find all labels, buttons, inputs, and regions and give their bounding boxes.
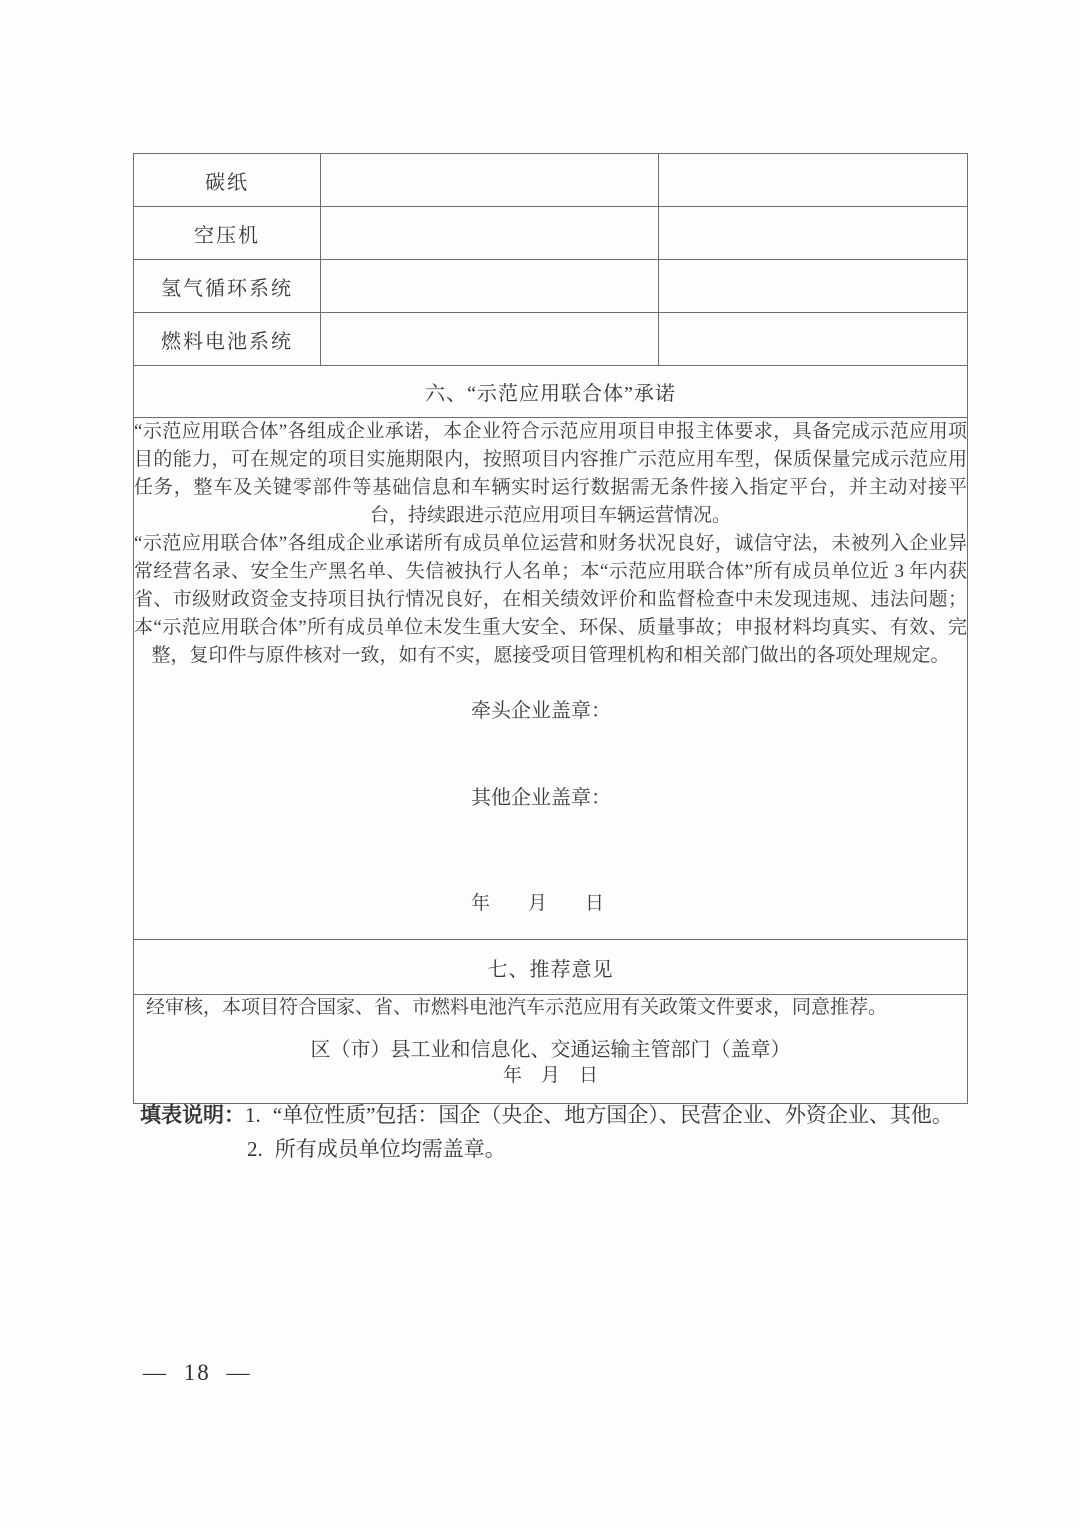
component-value-cell xyxy=(321,260,659,313)
section6-header-row xyxy=(134,366,968,418)
form-filling-notes xyxy=(140,1098,975,1166)
component-value-cell xyxy=(659,154,968,207)
commitment-paragraph-2: “示范应用联合体”各组成企业承诺所有成员单位运营和财务状况良好，诚信守法，未被列入企业异常经营名录、安全生产黑名单、失信被执行人名单；本“示范应用联合体”所有成员单位近 3 年内获省、市级财政资金支持项目执行情况良好，在相关绩效评价和监督检查中未发现违规、违法问题；本“示范应用联合体”所有成员单位未发生重大安全、环保、质量事故；申报材料均真实、有效、完整，复印件与原件核对一致，如有不实，愿接受项目管理机构和相关部门做出的各项处理规定。 xyxy=(134,533,967,666)
section6-commitment-cell xyxy=(134,418,968,940)
component-label-air-compressor: 空压机 xyxy=(134,207,321,260)
page-number: — 18 — xyxy=(143,1360,252,1385)
note-number: 2. xyxy=(247,1137,263,1161)
application-form-table xyxy=(133,153,968,1104)
table-row xyxy=(134,260,968,313)
note-text: “单位性质”包括：国企（央企、地方国企）、民营企业、外资企业、其他。 xyxy=(272,1103,953,1127)
notes-label: 填表说明： xyxy=(140,1103,245,1127)
component-value-cell xyxy=(659,260,968,313)
section6-body-row xyxy=(134,418,968,940)
component-value-cell xyxy=(659,207,968,260)
note-line-1 xyxy=(140,1098,975,1132)
note-text: 所有成员单位均需盖章。 xyxy=(274,1137,506,1161)
section6-date-line: 年 月 日 xyxy=(471,893,605,914)
lead-enterprise-seal-label: 牵头企业盖章： xyxy=(471,700,611,722)
component-label-fuel-cell-system: 燃料电池系统 xyxy=(134,313,321,366)
table-row xyxy=(134,207,968,260)
section7-header-row xyxy=(134,940,968,995)
component-value-cell xyxy=(321,207,659,260)
component-label-hydrogen-circulation-system: 氢气循环系统 xyxy=(134,260,321,313)
section7-title: 七、推荐意见 xyxy=(134,940,968,995)
authority-seal-line: 区（市）县工业和信息化、交通运输主管部门（盖章） xyxy=(310,1039,791,1061)
component-value-cell xyxy=(321,313,659,366)
section7-recommendation-cell xyxy=(134,995,968,1104)
recommendation-body: 经审核，本项目符合国家、省、市燃料电池汽车示范应用有关政策文件要求，同意推荐。 xyxy=(146,997,888,1018)
section7-date-line: 年 月 日 xyxy=(502,1065,598,1086)
note-line-2 xyxy=(140,1132,975,1166)
section7-body-row xyxy=(134,995,968,1104)
other-enterprise-seal-label: 其他企业盖章： xyxy=(471,787,611,809)
component-value-cell xyxy=(659,313,968,366)
table-row xyxy=(134,154,968,207)
commitment-paragraph-1: “示范应用联合体”各组成企业承诺，本企业符合示范应用项目申报主体要求，具备完成示范应用项目的能力，可在规定的项目实施期限内，按照项目内容推广示范应用车型，保质保量完成示范应用任务，整车及关键零部件等基础信息和车辆实时运行数据需无条件接入指定平台，并主动对接平台，持续跟进示范应用项目车辆运营情况。 xyxy=(134,421,967,526)
table-row xyxy=(134,313,968,366)
note-number: 1. xyxy=(245,1103,261,1127)
component-value-cell xyxy=(321,154,659,207)
component-label-carbon-paper: 碳纸 xyxy=(134,154,321,207)
section6-title: 六、“示范应用联合体”承诺 xyxy=(134,366,968,418)
